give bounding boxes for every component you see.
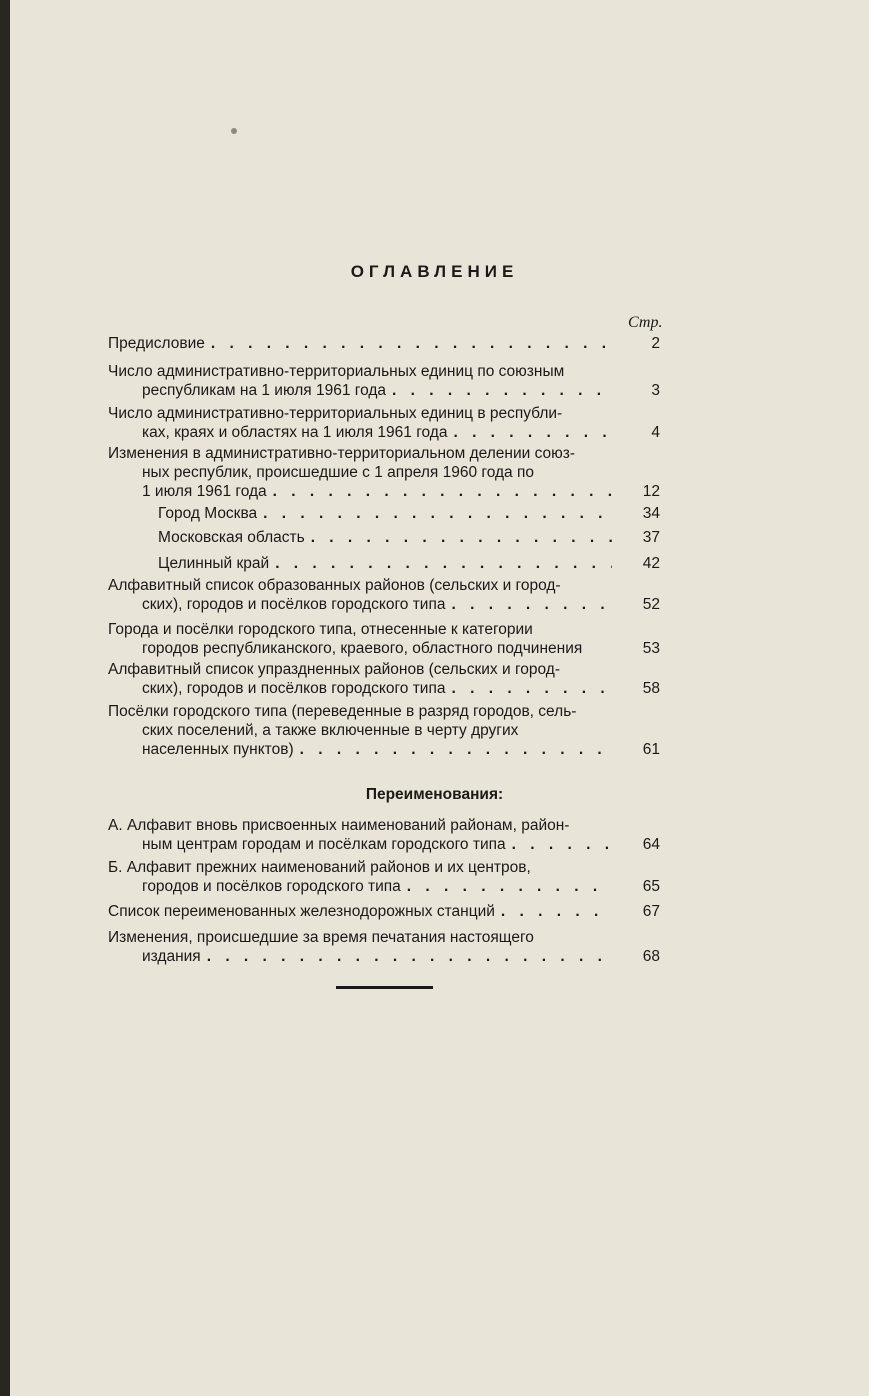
leader-dots xyxy=(407,877,612,896)
leader-dots xyxy=(512,835,612,854)
toc-entry-new-names[interactable]: А. Алфавит вновь присвоенных наименований районам, район- ным центрам городам и посёлкам городского типа . . . 64 xyxy=(108,816,660,854)
page-number: 37 xyxy=(642,529,660,546)
page-number: 67 xyxy=(642,903,660,920)
toc-entry-moscow-oblast[interactable]: Московская область . . . 37 xyxy=(158,528,660,547)
leader-dots xyxy=(207,947,612,966)
page-number: 34 xyxy=(642,505,660,522)
page-number: 64 xyxy=(642,836,660,853)
toc-entry-preface[interactable]: Предисловие . . . 2 xyxy=(108,334,660,353)
page-edge-shadow xyxy=(0,0,10,1396)
leader-dots xyxy=(300,740,612,759)
leader-dots xyxy=(453,423,612,442)
leader-dots xyxy=(211,334,612,353)
toc-entry-abolished-districts[interactable]: Алфавитный список упраздненных районов (сельских и город- ских), городов и посёлков городского типа . . . 58 xyxy=(108,660,660,698)
toc-entry-old-names[interactable]: Б. Алфавит прежних наименований районов и их центров, городов и посёлков городского типа . . . 65 xyxy=(108,858,660,896)
paper-speck xyxy=(231,128,237,134)
leader-dots xyxy=(451,679,612,698)
toc-entry-settlements[interactable]: Посёлки городского типа (переведенные в разряд городов, сель- ских поселений, а также включенные в черту других населенных пунктов) . . . 61 xyxy=(108,702,660,759)
leader-dots xyxy=(273,482,612,501)
page-number: 61 xyxy=(642,741,660,758)
leader-dots xyxy=(392,381,612,400)
toc-entry-units-by-region[interactable]: Число административно-территориальных единиц в республи- ках, краях и областях на 1 июля 1961 года . . . 4 xyxy=(108,404,660,442)
toc-entry-changes[interactable]: Изменения в административно-территориальном делении союз- ных республик, происшедшие с 1 апреля 1960 года по 1 июля 1961 года . . . 12 xyxy=(108,444,660,501)
page-number: 65 xyxy=(642,878,660,895)
toc-entry-formed-districts[interactable]: Алфавитный список образованных районов (сельских и город- ских), городов и посёлков городского типа . . . 52 xyxy=(108,576,660,614)
toc-title: ОГЛАВЛЕНИЕ xyxy=(350,262,519,281)
page-number: 58 xyxy=(642,680,660,697)
toc-entry-moscow-city[interactable]: Город Москва . . . 34 xyxy=(158,504,660,523)
page-number: 4 xyxy=(651,424,660,441)
page-number: 12 xyxy=(642,483,660,500)
page-column-label: Стр. xyxy=(628,314,663,331)
toc-entry-tselinny-krai[interactable]: Целинный край . . . 42 xyxy=(158,554,660,573)
page-number: 53 xyxy=(642,640,660,657)
leader-dots xyxy=(311,528,612,547)
leader-dots xyxy=(275,554,612,573)
closing-rule xyxy=(336,986,433,989)
toc-entry-late-changes[interactable]: Изменения, происшедшие за время печатания настоящего издания . . . 68 xyxy=(108,928,660,966)
toc-entry-units-by-republic[interactable]: Число административно-территориальных единиц по союзным республикам на 1 июля 1961 года . . . 3 xyxy=(108,362,660,400)
leader-dots xyxy=(263,504,612,523)
toc-entry-railway-stations[interactable]: Список переименованных железнодорожных станций . . . 67 xyxy=(108,902,660,921)
toc-entry-city-categories[interactable]: Города и посёлки городского типа, отнесенные к категории городов республиканского, краевого, областного подчинения 53 xyxy=(108,621,660,657)
page-number: 42 xyxy=(642,555,660,572)
renaming-heading: Переименования: xyxy=(365,786,504,803)
page-number: 52 xyxy=(642,596,660,613)
leader-dots xyxy=(451,595,612,614)
page-number: 3 xyxy=(651,382,660,399)
page-number: 2 xyxy=(651,335,660,352)
page-number: 68 xyxy=(642,948,660,965)
leader-dots xyxy=(501,902,612,921)
